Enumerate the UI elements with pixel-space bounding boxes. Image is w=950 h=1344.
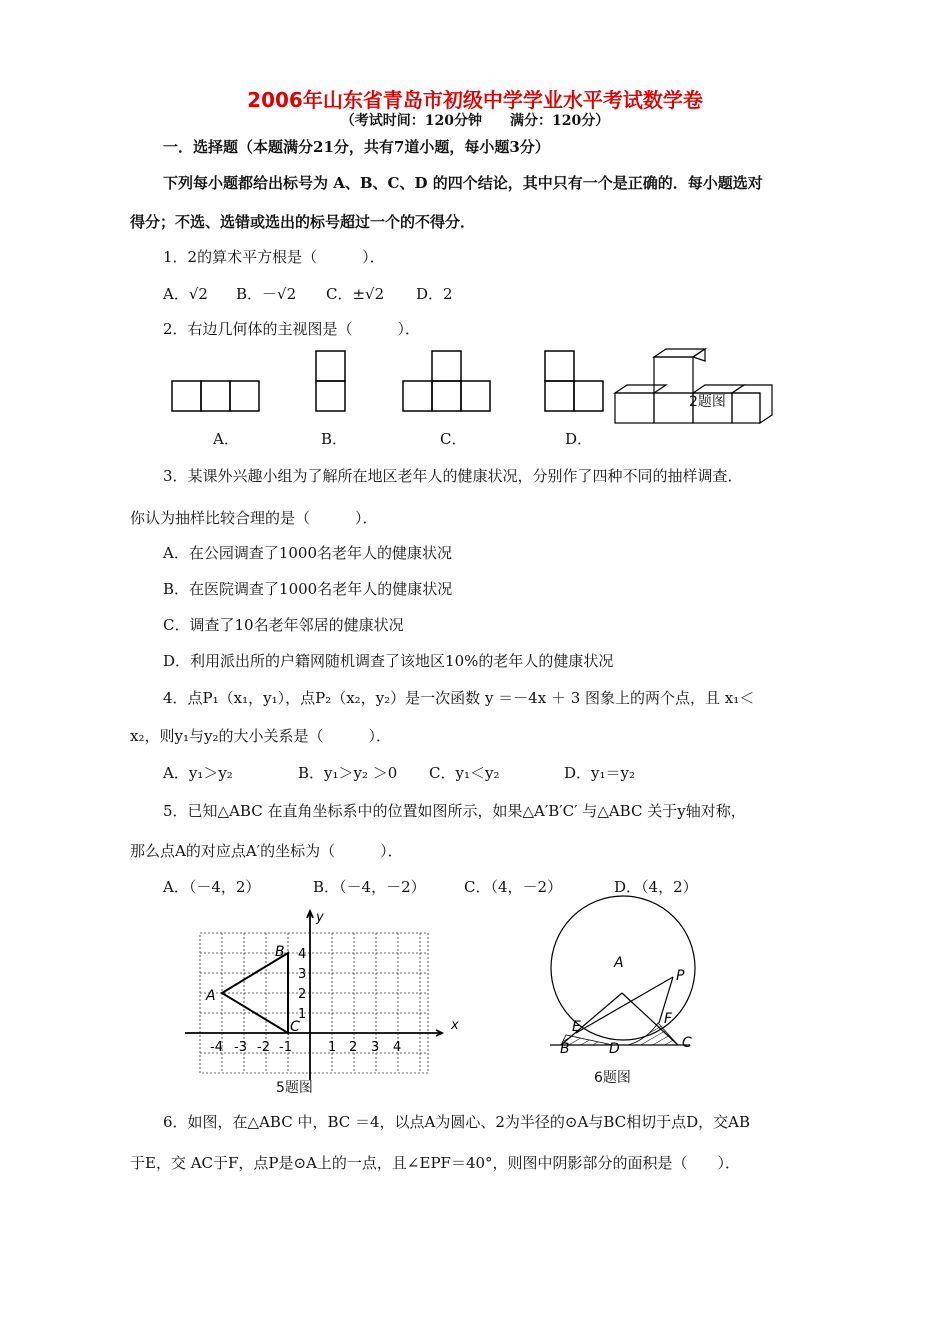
fig5-coordinate-grid	[180, 905, 490, 1095]
fig5-xtick: 3	[371, 1040, 380, 1055]
q4-option-a: A．y₁＞y₂	[163, 764, 233, 782]
fig6-label-f: F	[664, 1011, 673, 1027]
fig6-circle-figure	[540, 895, 720, 1060]
fig5-xtick: -3	[234, 1040, 247, 1055]
fig5-point-b-label: B	[275, 944, 285, 960]
fig5-xtick: 2	[349, 1040, 358, 1055]
fig6-segment-ab	[561, 993, 622, 1045]
fig6-label-c: C	[682, 1035, 692, 1051]
q5-stem-line1: 5．已知△ABC 在直角坐标系中的位置如图所示，如果△A′B′C′ 与△ABC 关于y轴对称，	[163, 802, 746, 820]
fig5-caption: 5题图	[276, 1080, 313, 1096]
fig6-label-p: P	[676, 968, 685, 984]
q6-stem-line2: 于E，交 AC于F，点P是⊙A上的一点，且∠EPF＝40°，则图中阴影部分的面积是（ ）．	[130, 1154, 741, 1172]
q1-option-b: B．－√2	[236, 285, 297, 303]
fig5-xtick: 1	[328, 1040, 337, 1055]
q2-view-d	[545, 351, 603, 411]
q2-view-c	[403, 351, 490, 411]
fig6-label-b: B	[560, 1041, 570, 1057]
fig5-ytick: 4	[298, 947, 307, 962]
fig5-xtick: -2	[257, 1040, 270, 1055]
q2-label-a: A．	[213, 430, 239, 448]
fig5-triangle-abc	[222, 953, 288, 1033]
q2-view-b	[316, 351, 345, 411]
fig6-label-a: A	[614, 955, 624, 971]
q2-label-d: D．	[565, 430, 593, 448]
fig5-point-a-label: A	[206, 988, 216, 1004]
fig5-xtick: -4	[210, 1040, 223, 1055]
fig5-point-c-label: C	[290, 1019, 300, 1035]
q3-option-c: C．调查了10名老年邻居的健康状况	[163, 616, 404, 634]
section-intro-line1: 下列每小题都给出标号为 A、B、C、D 的四个结论，其中只有一个是正确的．每小题选对	[163, 174, 763, 192]
q1-option-c: C．±√2	[326, 285, 385, 303]
q5-option-b: B．（－4，－2）	[313, 878, 426, 896]
q4-stem-line2: x₂，则y₁与y₂的大小关系是（ ）．	[130, 727, 391, 745]
q3-option-d: D．利用派出所的户籍网随机调查了该地区10%的老年人的健康状况	[163, 652, 614, 670]
q6-stem-line1: 6．如图，在△ABC 中，BC ＝4，以点A为圆心、2为半径的⊙A与BC相切于点D，交AB	[163, 1113, 750, 1131]
fig6-label-d: D	[609, 1041, 620, 1057]
q1-option-a: A．√2	[163, 285, 208, 303]
q2-figures	[160, 345, 800, 425]
q2-view-a	[172, 381, 259, 411]
q5-option-d: D．（4，2）	[614, 878, 698, 896]
section-intro-line2: 得分；不选、选错或选出的标号超过一个的不得分．	[130, 213, 476, 231]
fig5-x-label: x	[451, 1018, 459, 1033]
q2-figure-caption: 2题图	[689, 394, 726, 410]
q2-label-b: B．	[321, 430, 348, 448]
q4-option-c: C．y₁＜y₂	[429, 764, 500, 782]
exam-info: （考试时间：120分钟 满分：120分）	[340, 113, 610, 129]
fig6-caption: 6题图	[594, 1070, 631, 1086]
q3-stem-line2: 你认为抽样比较合理的是（ ）．	[130, 509, 378, 527]
q3-option-b: B．在医院调查了1000名老年人的健康状况	[163, 580, 453, 598]
q1-option-d: D．2	[416, 285, 453, 303]
q4-option-d: D．y₁＝y₂	[564, 764, 636, 782]
q4-stem-line1: 4．点P₁（x₁，y₁），点P₂（x₂，y₂）是一次函数 y ＝－4x ＋ 3 图象上的两个点，且 x₁＜	[163, 689, 755, 707]
q3-option-a: A．在公园调查了1000名老年人的健康状况	[163, 544, 453, 562]
q5-option-c: C．（4，－2）	[464, 878, 563, 896]
q1-stem: 1．2的算术平方根是（ ）．	[163, 248, 385, 266]
fig5-xtick: 4	[393, 1040, 402, 1055]
q2-label-c: C．	[440, 430, 467, 448]
q2-solid-figure	[615, 349, 772, 423]
fig5-xtick: -1	[279, 1040, 292, 1055]
q2-stem: 2．右边几何体的主视图是（ ）．	[163, 320, 421, 338]
fig5-ytick: 2	[298, 987, 307, 1002]
q3-stem-line1: 3．某课外兴趣小组为了解所在地区老年人的健康状况，分别作了四种不同的抽样调查．	[163, 467, 743, 485]
fig5-ytick: 1	[298, 1007, 307, 1022]
q4-option-b: B．y₁＞y₂ ＞0	[298, 764, 398, 782]
q5-option-a: A．（－4，2）	[163, 878, 261, 896]
fig6-label-e: E	[572, 1019, 581, 1035]
section-heading: 一．选择题（本题满分21分，共有7道小题，每小题3分）	[163, 138, 550, 156]
q5-stem-line2: 那么点A的对应点A′的坐标为（ ）．	[130, 842, 403, 860]
fig5-y-label: y	[316, 910, 324, 925]
fig5-ytick: 3	[298, 967, 307, 982]
page-title: 2006年山东省青岛市初级中学学业水平考试数学卷	[247, 88, 703, 112]
